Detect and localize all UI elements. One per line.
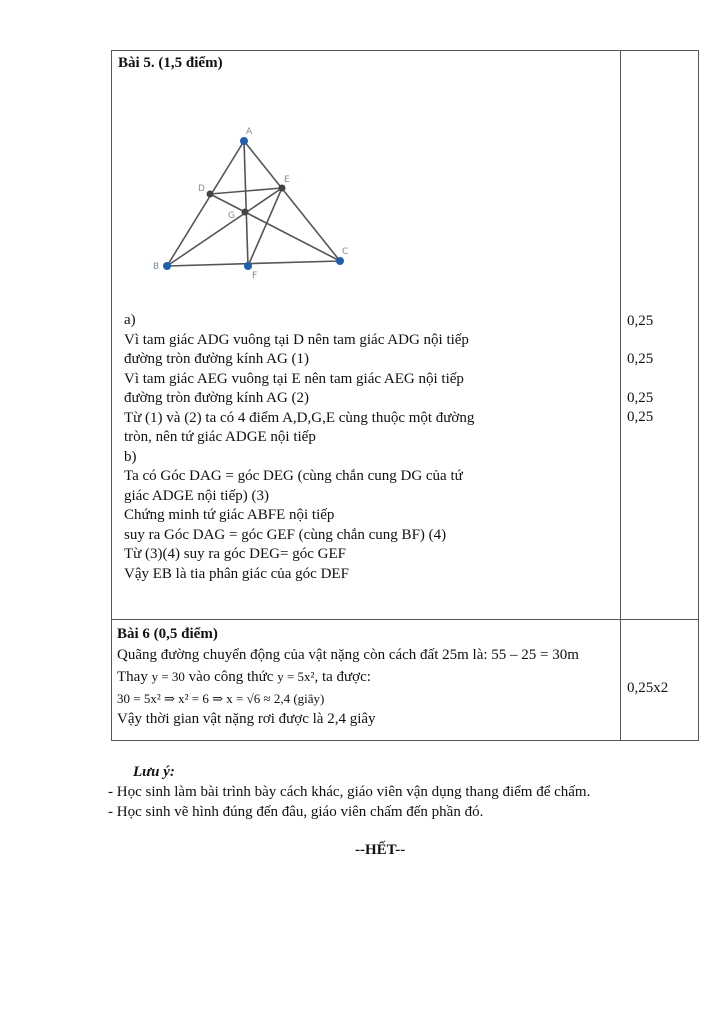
score-value: 0,25x2: [627, 680, 669, 696]
bai5-heading: Bài 5. (1,5 điểm): [118, 55, 223, 71]
bai6-line: Thay y = 30 vào công thức y = 5x², ta được:: [117, 669, 371, 685]
bai6-line: Vậy thời gian vật nặng rơi được là 2,4 giây: [117, 711, 376, 727]
bai6-content-cell: [112, 620, 621, 741]
bai6-score-cell: [621, 620, 699, 741]
solution-line: b): [124, 448, 137, 465]
label-g: G: [228, 211, 235, 221]
label-c: C: [342, 247, 349, 257]
solution-line: Vì tam giác ADG vuông tại D nên tam giác ADG nội tiếp: [124, 331, 469, 348]
bai5-content-cell: [112, 51, 621, 620]
note-title: Lưu ý:: [133, 764, 175, 780]
row-bai5: [112, 51, 699, 620]
label-e: E: [284, 175, 290, 185]
solution-line: Từ (1) và (2) ta có 4 điểm A,D,G,E cùng thuộc một đường: [124, 409, 475, 426]
solution-line: Ta có Góc DAG = góc DEG (cùng chắn cung DG của tứ: [124, 468, 463, 484]
point-e: [279, 185, 286, 192]
end-marker: --HẾT--: [355, 842, 406, 858]
note-line: - Học sinh vẽ hình đúng đến đâu, giáo viên chấm đến phần đó.: [108, 804, 484, 820]
point-g: [242, 209, 249, 216]
label-f: F: [252, 271, 258, 281]
label-d: D: [198, 184, 205, 194]
point-c: [336, 257, 344, 265]
solution-line: đường tròn đường kính AG (1): [124, 351, 310, 367]
solution-line: Vì tam giác AEG vuông tại E nên tam giác AEG nội tiếp: [124, 370, 464, 387]
bai5-score-cell: [621, 51, 699, 620]
solution-line: Chứng minh tứ giác ABFE nội tiếp: [124, 507, 335, 523]
note-line: - Học sinh làm bài trình bày cách khác, giáo viên vận dụng thang điểm để chấm.: [108, 784, 591, 800]
solution-line: Từ (3)(4) suy ra góc DEG= góc GEF: [124, 546, 346, 562]
score-value: 0,25: [627, 390, 654, 406]
score-value: 0,25: [627, 409, 654, 425]
bai6-equation: 30 = 5x² ⇒ x² = 6 ⇒ x = √6 ≈ 2,4 (giây): [117, 691, 325, 706]
label-b: B: [153, 262, 160, 272]
point-d: [207, 191, 214, 198]
point-b: [163, 262, 171, 270]
row-bai6: [112, 620, 699, 741]
solution-line: a): [124, 312, 136, 328]
triangle-figure: [152, 123, 372, 283]
bai5-solution: [124, 311, 474, 584]
note-section: [108, 762, 590, 822]
solution-line: Vậy EB là tia phân giác của góc DEF: [124, 565, 349, 582]
bai6-heading: Bài 6 (0,5 điểm): [117, 626, 218, 642]
bai6-line: Quãng đường chuyển động của vật nặng còn cách đất 25m là: 55 – 25 = 30m: [117, 647, 579, 663]
solution-line: tròn, nên tứ giác ADGE nội tiếp: [124, 429, 316, 445]
score-value: 0,25: [627, 313, 654, 329]
answer-table: [111, 50, 699, 741]
point-f: [244, 262, 252, 270]
label-a: A: [246, 127, 253, 137]
point-a: [240, 137, 248, 145]
solution-line: suy ra Góc DAG = góc GEF (cùng chắn cung BF) (4): [124, 526, 447, 543]
score-value: 0,25: [627, 351, 654, 367]
solution-line: giác ADGE nội tiếp) (3): [124, 487, 269, 504]
solution-line: đường tròn đường kính AG (2): [124, 390, 310, 406]
